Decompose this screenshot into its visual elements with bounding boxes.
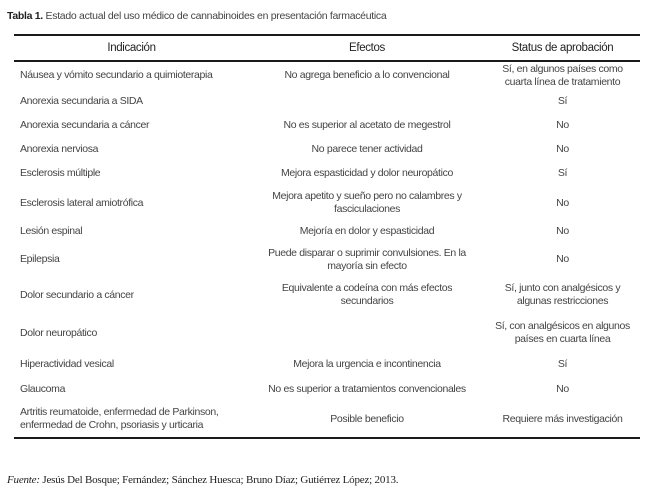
table-row	[14, 220, 640, 243]
cell-indicacion: Anorexia nerviosa	[20, 142, 99, 155]
cell-efectos: No agrega beneficio a lo convencional	[284, 69, 450, 81]
cell-efectos: Equivalente a codeína con más efectos secundarios	[281, 282, 453, 307]
table-row	[14, 377, 640, 401]
table-row	[14, 243, 640, 276]
cell-status: Sí	[557, 358, 568, 370]
header-efectos: Efectos	[249, 35, 485, 61]
cell-status: No	[556, 118, 569, 131]
cell-indicacion: Dolor neuropático	[20, 326, 97, 339]
table-row	[14, 137, 640, 161]
source-label: Fuente:	[7, 474, 40, 486]
cell-status: No	[556, 142, 569, 155]
cannabinoid-table	[14, 34, 640, 439]
table-row	[14, 186, 640, 220]
cell-efectos: Mejora apetito y sueño pero no calambres y fasciculaciones	[272, 190, 462, 215]
cell-indicacion: Anorexia secundaria a cáncer	[20, 118, 150, 131]
cell-indicacion: Náusea y vómito secundario a quimioterapia	[20, 69, 213, 81]
header-indicacion: Indicación	[14, 35, 249, 61]
cell-efectos: No parece tener actividad	[311, 142, 423, 155]
source-text: Jesús Del Bosque; Fernández; Sánchez Huesca; Bruno Díaz; Gutiérrez López; 2013.	[39, 474, 399, 486]
cell-efectos: Puede disparar o suprimir convulsiones. En la mayoría sin efecto	[268, 246, 466, 272]
cell-indicacion: Lesión espinal	[20, 225, 83, 237]
cell-indicacion: Anorexia secundaria a SIDA	[20, 94, 143, 107]
cell-indicacion: Artritis reumatoide, enfermedad de Parkinson, enfermedad de Crohn, psoriasis y urticaria	[20, 406, 219, 431]
cell-efectos: Mejora la urgencia e incontinencia	[293, 358, 441, 370]
table-row	[14, 89, 640, 113]
cell-status: Sí, en algunos países como cuarta línea de tratamiento	[502, 62, 623, 88]
cell-status: No	[556, 382, 569, 395]
caption-label: Tabla 1.	[7, 10, 43, 22]
cell-efectos	[249, 89, 485, 113]
table-row	[14, 61, 640, 89]
cell-indicacion: Glaucoma	[20, 382, 66, 395]
cell-status: Sí	[557, 94, 568, 107]
cell-indicacion: Epilepsia	[20, 253, 60, 265]
cell-indicacion: Hiperactividad vesical	[20, 358, 114, 370]
source-note	[7, 474, 398, 486]
cell-efectos: No es superior a tratamientos convencionales	[268, 382, 466, 395]
table-row	[14, 352, 640, 377]
table-row	[14, 401, 640, 438]
table-body	[14, 61, 640, 438]
cell-indicacion: Esclerosis múltiple	[20, 167, 101, 179]
cell-indicacion: Dolor secundario a cáncer	[20, 288, 134, 301]
header-status: Status de aprobación	[485, 35, 640, 61]
cell-efectos: No es superior al acetato de megestrol	[283, 118, 451, 131]
cell-status: No	[556, 225, 569, 237]
cell-status: Sí, junto con analgésicos y algunas restricciones	[504, 282, 621, 307]
table-row	[14, 161, 640, 186]
table-caption	[7, 10, 386, 22]
cell-efectos: Mejoría en dolor y espasticidad	[299, 225, 435, 237]
cell-efectos: Posible beneficio	[330, 412, 404, 425]
cell-status: Sí, con analgésicos en algunos países en cuarta línea	[495, 320, 630, 345]
cell-status: No	[556, 253, 569, 265]
table-row	[14, 113, 640, 137]
cell-status: No	[556, 196, 569, 209]
caption-text: Estado actual del uso médico de cannabinoides en presentación farmacéutica	[42, 10, 387, 22]
table-row	[14, 276, 640, 314]
cell-efectos: Mejora espasticidad y dolor neuropático	[281, 167, 453, 179]
cell-indicacion: Esclerosis lateral amiotrófica	[20, 196, 144, 209]
table-row	[14, 314, 640, 352]
table-header-row	[14, 35, 640, 61]
cell-efectos	[249, 314, 485, 352]
cell-status: Sí	[557, 167, 568, 179]
cell-status: Requiere más investigación	[502, 412, 623, 425]
